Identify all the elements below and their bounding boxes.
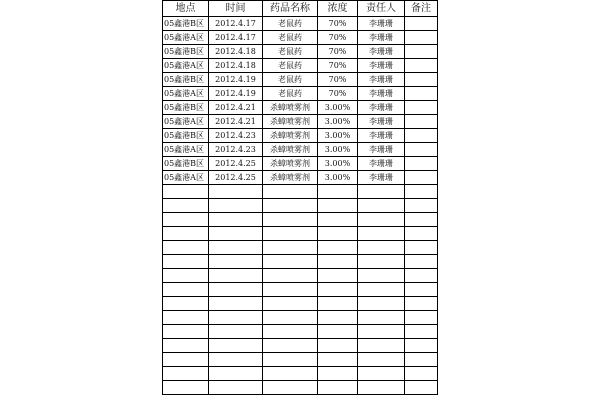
cell-drug-name <box>263 185 318 199</box>
empty-table-row <box>163 227 438 241</box>
cell-concentration: 3.00% <box>318 129 358 143</box>
cell-location <box>163 199 209 213</box>
cell-date: 2012.4.17 <box>209 17 263 31</box>
cell-person-in-charge <box>358 269 405 283</box>
cell-location: 05鑫港B区 <box>163 45 209 59</box>
header-concentration: 浓度 <box>318 1 358 17</box>
cell-location: 05鑫港A区 <box>163 87 209 101</box>
table-header <box>163 1 438 17</box>
cell-remarks <box>405 143 438 157</box>
cell-date: 2012.4.17 <box>209 31 263 45</box>
cell-location <box>163 283 209 297</box>
cell-date <box>209 353 263 367</box>
cell-remarks <box>405 339 438 353</box>
table-row <box>163 143 438 157</box>
cell-location: 05鑫港A区 <box>163 143 209 157</box>
cell-remarks <box>405 353 438 367</box>
cell-drug-name <box>263 255 318 269</box>
cell-date <box>209 199 263 213</box>
table-row <box>163 17 438 31</box>
empty-table-row <box>163 353 438 367</box>
cell-remarks <box>405 129 438 143</box>
cell-remarks <box>405 269 438 283</box>
cell-date: 2012.4.25 <box>209 171 263 185</box>
cell-concentration: 70% <box>318 73 358 87</box>
cell-date: 2012.4.21 <box>209 101 263 115</box>
cell-person-in-charge <box>358 241 405 255</box>
cell-location <box>163 269 209 283</box>
cell-location <box>163 213 209 227</box>
table-row <box>163 157 438 171</box>
cell-person-in-charge <box>358 255 405 269</box>
cell-drug-name <box>263 311 318 325</box>
cell-drug-name <box>263 199 318 213</box>
cell-remarks <box>405 213 438 227</box>
cell-concentration <box>318 255 358 269</box>
cell-concentration: 70% <box>318 31 358 45</box>
cell-remarks <box>405 199 438 213</box>
cell-person-in-charge: 李珊珊 <box>358 157 405 171</box>
cell-date <box>209 255 263 269</box>
cell-drug-name <box>263 367 318 381</box>
cell-drug-name: 杀蟑喷雾剂 <box>263 129 318 143</box>
cell-concentration: 3.00% <box>318 157 358 171</box>
header-person-in-charge: 责任人 <box>358 1 405 17</box>
cell-remarks <box>405 45 438 59</box>
pest-control-log-table <box>162 0 438 395</box>
table-row <box>163 101 438 115</box>
cell-date: 2012.4.21 <box>209 115 263 129</box>
empty-table-row <box>163 297 438 311</box>
cell-person-in-charge: 李珊珊 <box>358 73 405 87</box>
cell-location <box>163 297 209 311</box>
cell-remarks <box>405 115 438 129</box>
empty-table-row <box>163 283 438 297</box>
cell-person-in-charge: 李珊珊 <box>358 115 405 129</box>
cell-drug-name: 杀蟑喷雾剂 <box>263 101 318 115</box>
cell-concentration <box>318 199 358 213</box>
cell-location <box>163 241 209 255</box>
table-row <box>163 31 438 45</box>
cell-remarks <box>405 367 438 381</box>
cell-drug-name: 老鼠药 <box>263 73 318 87</box>
cell-location <box>163 227 209 241</box>
cell-date: 2012.4.19 <box>209 87 263 101</box>
cell-drug-name <box>263 241 318 255</box>
cell-drug-name <box>263 353 318 367</box>
cell-concentration: 3.00% <box>318 115 358 129</box>
cell-remarks <box>405 297 438 311</box>
cell-date <box>209 241 263 255</box>
empty-table-row <box>163 269 438 283</box>
cell-date <box>209 283 263 297</box>
cell-date <box>209 297 263 311</box>
cell-concentration: 3.00% <box>318 101 358 115</box>
cell-concentration: 3.00% <box>318 143 358 157</box>
cell-concentration <box>318 311 358 325</box>
cell-remarks <box>405 101 438 115</box>
cell-date: 2012.4.19 <box>209 73 263 87</box>
cell-person-in-charge <box>358 311 405 325</box>
cell-person-in-charge <box>358 297 405 311</box>
cell-remarks <box>405 17 438 31</box>
cell-concentration: 70% <box>318 45 358 59</box>
cell-person-in-charge: 李珊珊 <box>358 17 405 31</box>
empty-table-row <box>163 241 438 255</box>
cell-concentration <box>318 269 358 283</box>
cell-person-in-charge <box>358 353 405 367</box>
cell-location: 05鑫港A区 <box>163 115 209 129</box>
table-row <box>163 115 438 129</box>
cell-person-in-charge <box>358 367 405 381</box>
cell-concentration <box>318 297 358 311</box>
cell-drug-name <box>263 325 318 339</box>
cell-remarks <box>405 185 438 199</box>
cell-person-in-charge <box>358 227 405 241</box>
empty-table-row <box>163 185 438 199</box>
cell-location: 05鑫港B区 <box>163 101 209 115</box>
cell-location <box>163 367 209 381</box>
empty-table-row <box>163 255 438 269</box>
cell-location: 05鑫港A区 <box>163 59 209 73</box>
cell-person-in-charge: 李珊珊 <box>358 143 405 157</box>
cell-concentration: 70% <box>318 17 358 31</box>
cell-remarks <box>405 283 438 297</box>
cell-drug-name: 杀蟑喷雾剂 <box>263 143 318 157</box>
table-row <box>163 45 438 59</box>
cell-date <box>209 227 263 241</box>
cell-location <box>163 381 209 395</box>
cell-date <box>209 339 263 353</box>
cell-remarks <box>405 311 438 325</box>
cell-person-in-charge <box>358 325 405 339</box>
cell-concentration: 70% <box>318 59 358 73</box>
cell-location <box>163 339 209 353</box>
cell-person-in-charge <box>358 185 405 199</box>
cell-location: 05鑫港B区 <box>163 73 209 87</box>
empty-table-row <box>163 311 438 325</box>
table-row <box>163 73 438 87</box>
cell-date: 2012.4.18 <box>209 59 263 73</box>
cell-location: 05鑫港B区 <box>163 157 209 171</box>
cell-remarks <box>405 59 438 73</box>
cell-person-in-charge <box>358 213 405 227</box>
cell-location <box>163 353 209 367</box>
cell-concentration <box>318 185 358 199</box>
table-row <box>163 129 438 143</box>
cell-drug-name <box>263 381 318 395</box>
cell-person-in-charge: 李珊珊 <box>358 45 405 59</box>
cell-location: 05鑫港B区 <box>163 17 209 31</box>
table-row <box>163 59 438 73</box>
cell-remarks <box>405 325 438 339</box>
cell-location <box>163 311 209 325</box>
cell-remarks <box>405 255 438 269</box>
table-body <box>163 17 438 395</box>
cell-concentration <box>318 353 358 367</box>
cell-remarks <box>405 227 438 241</box>
cell-drug-name <box>263 339 318 353</box>
empty-table-row <box>163 381 438 395</box>
cell-location: 05鑫港B区 <box>163 129 209 143</box>
cell-person-in-charge <box>358 339 405 353</box>
empty-table-row <box>163 325 438 339</box>
cell-location <box>163 255 209 269</box>
cell-remarks <box>405 171 438 185</box>
cell-drug-name <box>263 283 318 297</box>
cell-drug-name <box>263 269 318 283</box>
cell-date <box>209 325 263 339</box>
cell-drug-name <box>263 227 318 241</box>
cell-drug-name: 老鼠药 <box>263 87 318 101</box>
header-drug-name: 药品名称 <box>263 1 318 17</box>
cell-date <box>209 269 263 283</box>
cell-concentration <box>318 227 358 241</box>
cell-concentration: 70% <box>318 87 358 101</box>
cell-concentration <box>318 339 358 353</box>
empty-table-row <box>163 339 438 353</box>
cell-date: 2012.4.18 <box>209 45 263 59</box>
cell-date <box>209 311 263 325</box>
cell-remarks <box>405 31 438 45</box>
cell-person-in-charge <box>358 381 405 395</box>
cell-person-in-charge: 李珊珊 <box>358 31 405 45</box>
cell-drug-name: 杀蟑喷雾剂 <box>263 115 318 129</box>
cell-person-in-charge: 李珊珊 <box>358 59 405 73</box>
cell-drug-name <box>263 213 318 227</box>
cell-concentration <box>318 241 358 255</box>
cell-concentration <box>318 381 358 395</box>
cell-drug-name: 老鼠药 <box>263 45 318 59</box>
header-remarks: 备注 <box>405 1 438 17</box>
cell-remarks <box>405 241 438 255</box>
cell-location <box>163 325 209 339</box>
header-location: 地点 <box>163 1 209 17</box>
empty-table-row <box>163 213 438 227</box>
header-date: 时间 <box>209 1 263 17</box>
cell-drug-name: 老鼠药 <box>263 31 318 45</box>
cell-person-in-charge <box>358 283 405 297</box>
cell-remarks <box>405 87 438 101</box>
cell-date <box>209 213 263 227</box>
cell-date: 2012.4.23 <box>209 143 263 157</box>
cell-person-in-charge <box>358 199 405 213</box>
cell-drug-name: 老鼠药 <box>263 59 318 73</box>
cell-concentration <box>318 283 358 297</box>
cell-date: 2012.4.23 <box>209 129 263 143</box>
cell-drug-name: 杀蟑喷雾剂 <box>263 171 318 185</box>
cell-remarks <box>405 157 438 171</box>
empty-table-row <box>163 199 438 213</box>
empty-table-row <box>163 367 438 381</box>
cell-person-in-charge: 李珊珊 <box>358 87 405 101</box>
cell-concentration: 3.00% <box>318 171 358 185</box>
cell-date: 2012.4.25 <box>209 157 263 171</box>
cell-drug-name: 老鼠药 <box>263 17 318 31</box>
cell-location <box>163 185 209 199</box>
cell-concentration <box>318 325 358 339</box>
cell-drug-name: 杀蟑喷雾剂 <box>263 157 318 171</box>
cell-concentration <box>318 213 358 227</box>
cell-drug-name <box>263 297 318 311</box>
cell-person-in-charge: 李珊珊 <box>358 171 405 185</box>
cell-location: 05鑫港A区 <box>163 171 209 185</box>
cell-location: 05鑫港A区 <box>163 31 209 45</box>
cell-date <box>209 185 263 199</box>
cell-date <box>209 367 263 381</box>
table-row <box>163 171 438 185</box>
cell-remarks <box>405 73 438 87</box>
table-row <box>163 87 438 101</box>
cell-person-in-charge: 李珊珊 <box>358 101 405 115</box>
header-row <box>163 1 438 17</box>
cell-remarks <box>405 381 438 395</box>
cell-person-in-charge: 李珊珊 <box>358 129 405 143</box>
cell-date <box>209 381 263 395</box>
cell-concentration <box>318 367 358 381</box>
